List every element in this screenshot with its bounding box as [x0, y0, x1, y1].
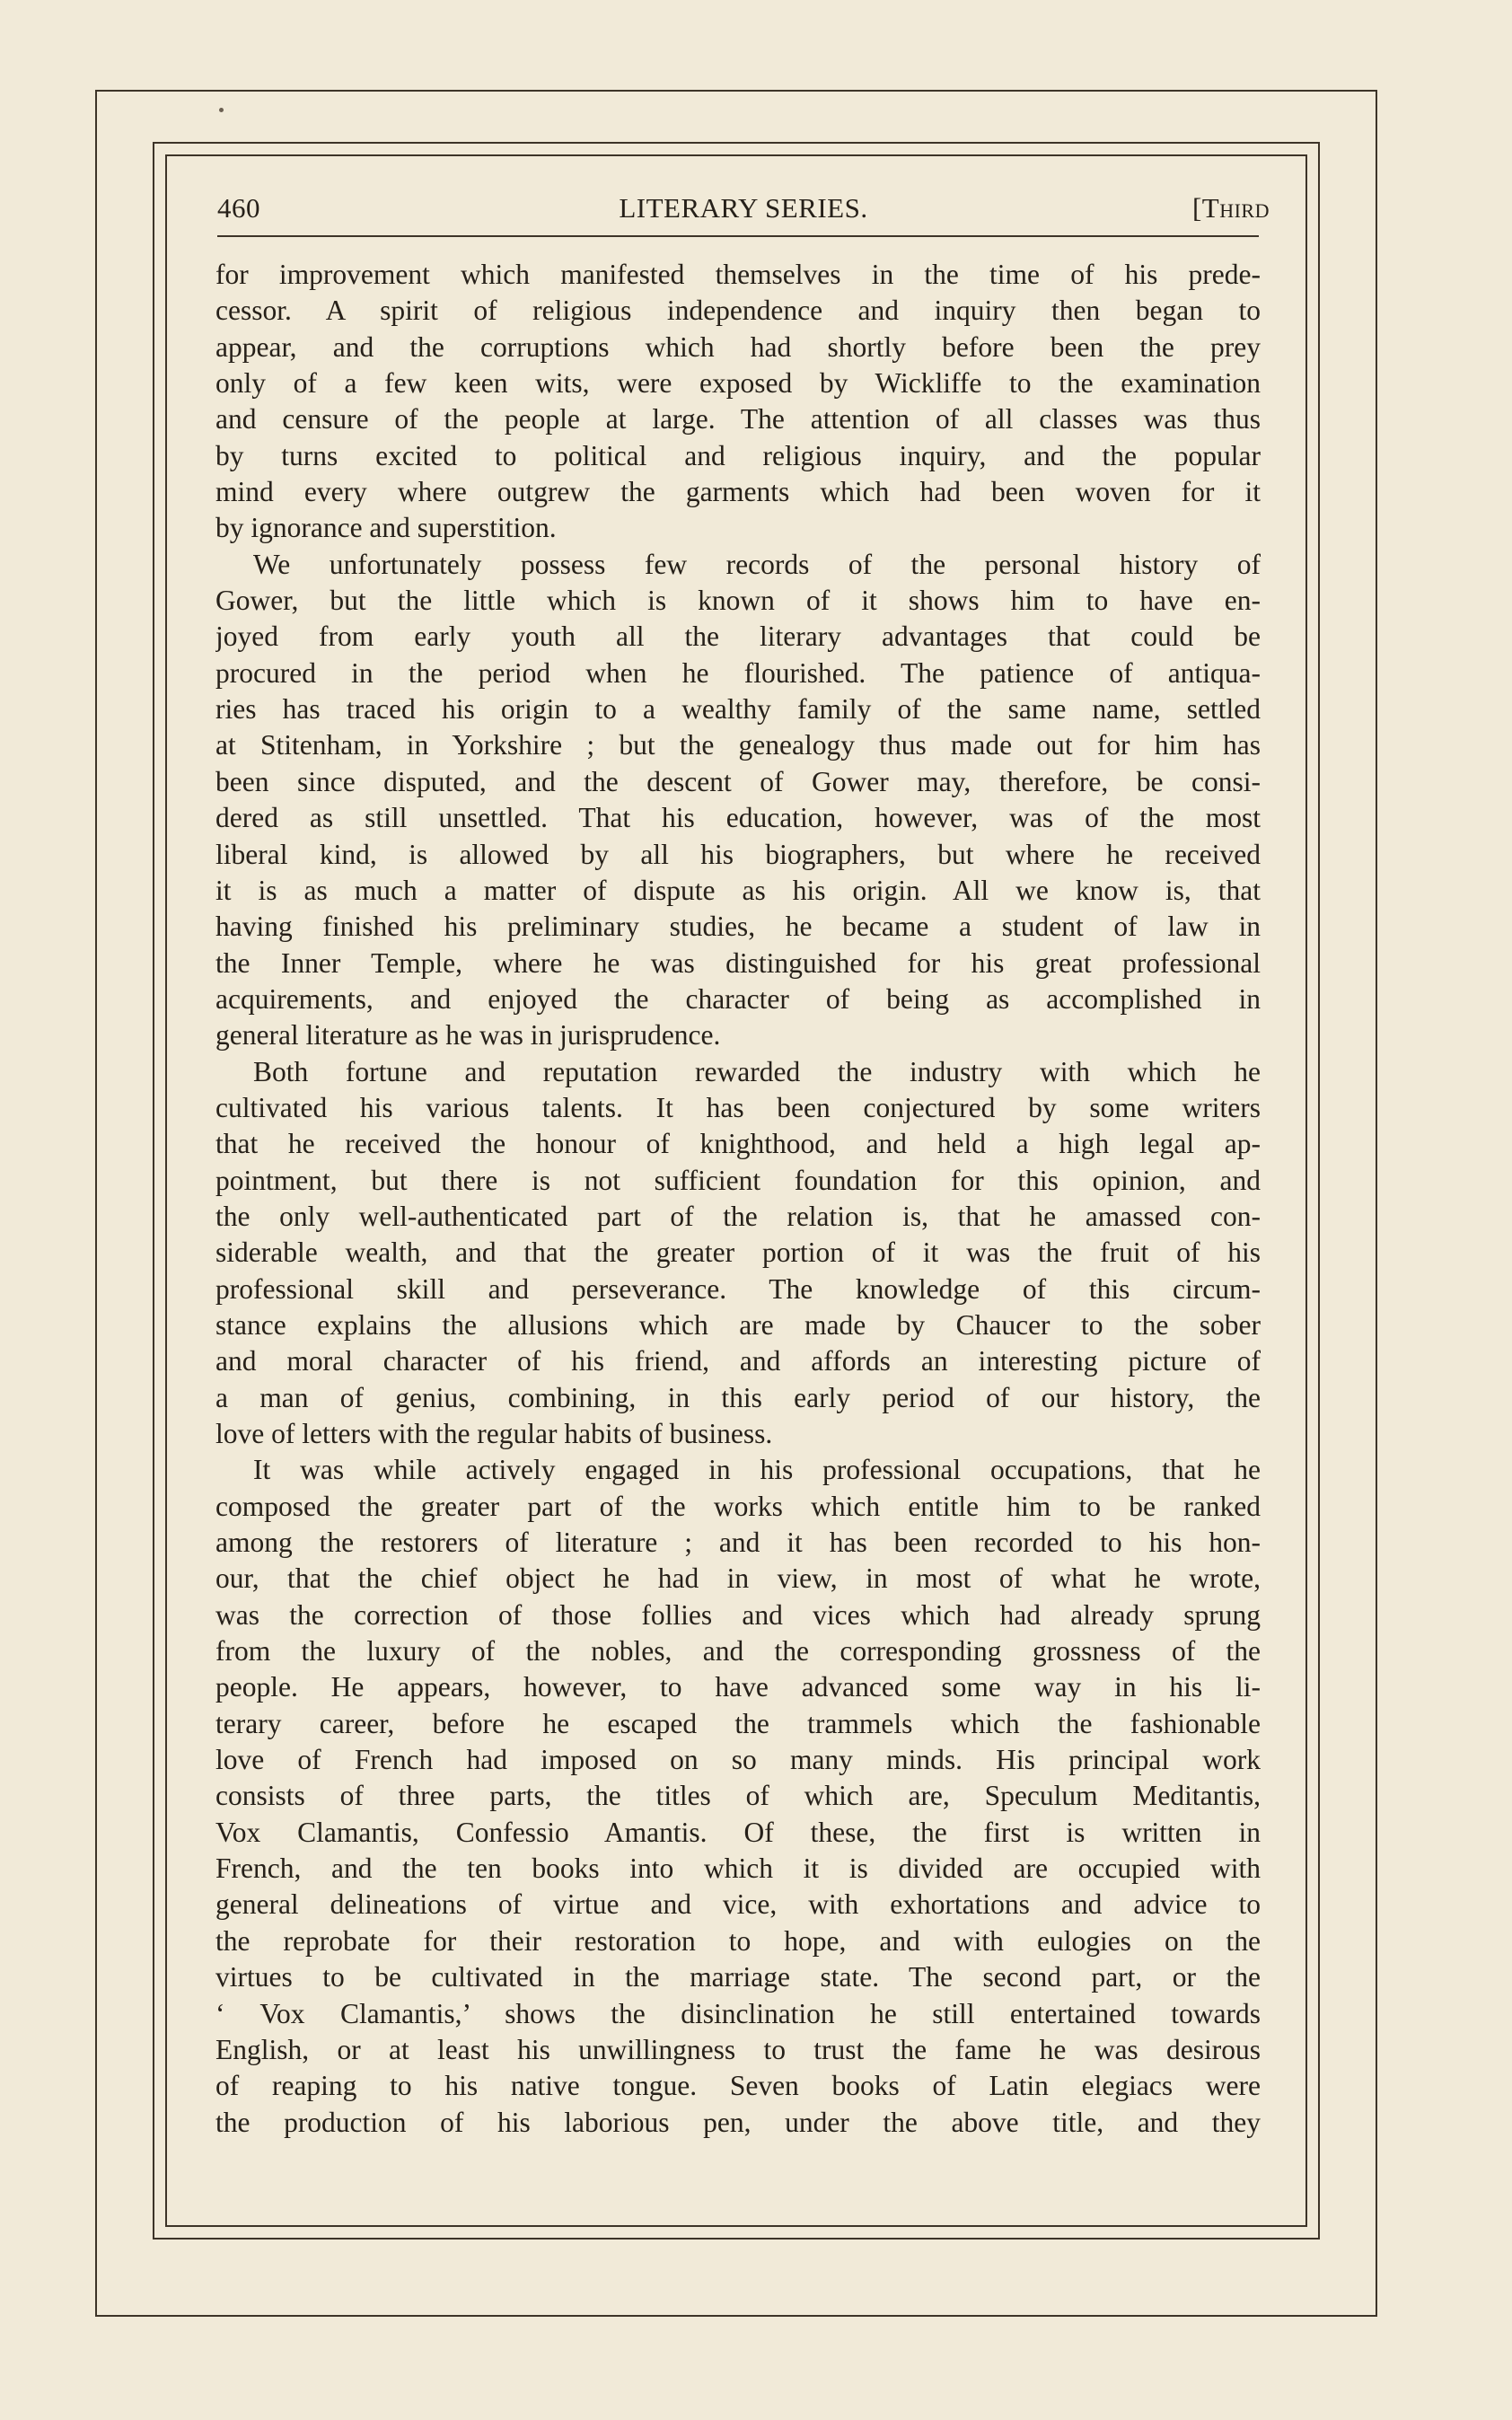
text-line: It was while actively engaged in his professional occupations, that he: [253, 1454, 1261, 1486]
text-line: virtues to be cultivated in the marriage state. The second part, or the: [215, 1961, 1261, 1993]
text-line: procured in the period when he flourished. The patience of antiqua-: [215, 656, 1261, 689]
text-line: terary career, before he escaped the trammels which the fashionable: [215, 1707, 1261, 1739]
paper-speck: [219, 108, 224, 112]
text-line: siderable wealth, and that the greater portion of it was the fruit of his: [215, 1236, 1261, 1269]
text-line: English, or at least his unwillingness to trust the fame he was desirous: [215, 2033, 1261, 2065]
text-line: love of letters with the regular habits of business.: [215, 1418, 773, 1449]
text-line: the reprobate for their restoration to hope, and with eulogies on the: [215, 1924, 1261, 1957]
text-line: liberal kind, is allowed by all his biographers, but where he received: [215, 838, 1261, 870]
text-line: ‘ Vox Clamantis,’ shows the disinclination he still entertained towards: [215, 1997, 1261, 2029]
text-line: a man of genius, combining, in this early period of our history, the: [215, 1381, 1261, 1413]
text-line: the Inner Temple, where he was distinguished for his great professional: [215, 946, 1261, 979]
text-line: having finished his preliminary studies, he became a student of law in: [215, 911, 1261, 943]
text-line: consists of three parts, the titles of which are, Speculum Meditantis,: [215, 1780, 1261, 1812]
text-line: and moral character of his friend, and affords an interesting picture of: [215, 1345, 1261, 1377]
body-text: [215, 257, 1261, 2141]
series-title: LITERARY SERIES.: [619, 192, 868, 224]
text-line: mind every where outgrew the garments which had been woven for it: [215, 476, 1261, 508]
text-line: our, that the chief object he had in view, in most of what he wrote,: [215, 1562, 1261, 1595]
running-head: [217, 189, 1270, 228]
text-line: from the luxury of the nobles, and the corresponding grossness of the: [215, 1635, 1261, 1668]
text-line: stance explains the allusions which are made by Chaucer to the sober: [215, 1308, 1261, 1341]
header-rule: [217, 235, 1259, 237]
text-line: was the correction of those follies and vices which had already sprung: [215, 1598, 1261, 1631]
page-number: 460: [217, 192, 260, 224]
text-line: and censure of the people at large. The attention of all classes was thus: [215, 403, 1261, 436]
text-line: people. He appears, however, to have advanced some way in his li-: [215, 1671, 1261, 1703]
text-line: love of French had imposed on so many minds. His principal work: [215, 1744, 1261, 1776]
text-line: We unfortunately possess few records of the personal history of: [253, 548, 1261, 580]
text-line: among the restorers of literature ; and it has been recorded to his hon-: [215, 1527, 1261, 1559]
text-line: it is as much a matter of dispute as his origin. All we know is, that: [215, 874, 1261, 906]
text-line: appear, and the corruptions which had shortly before been the prey: [215, 330, 1261, 363]
text-line: acquirements, and enjoyed the character of being as accomplished in: [215, 982, 1261, 1015]
text-line: ries has traced his origin to a wealthy family of the same name, settled: [215, 693, 1261, 726]
text-line: by turns excited to political and religious inquiry, and the popular: [215, 439, 1261, 471]
text-line: of reaping to his native tongue. Seven books of Latin elegiacs were: [215, 2070, 1261, 2102]
text-line: composed the greater part of the works which entitle him to be ranked: [215, 1490, 1261, 1522]
text-line: Both fortune and reputation rewarded the industry with which he: [253, 1055, 1261, 1087]
text-line: the only well-authenticated part of the relation is, that he amassed con-: [215, 1200, 1261, 1232]
text-line: the production of his laborious pen, under the above title, and they: [215, 2106, 1261, 2138]
text-line: been since disputed, and the descent of Gower may, therefore, be consi-: [215, 765, 1261, 797]
text-line: that he received the honour of knighthood, and held a high legal ap-: [215, 1128, 1261, 1160]
text-line: general literature as he was in jurisprudence.: [215, 1019, 721, 1052]
section-label: [Third: [1191, 192, 1270, 224]
text-line: joyed from early youth all the literary advantages that could be: [215, 620, 1261, 653]
text-line: only of a few keen wits, were exposed by Wickliffe to the examination: [215, 367, 1261, 400]
text-line: pointment, but there is not sufficient foundation for this opinion, and: [215, 1164, 1261, 1196]
text-line: cessor. A spirit of religious independence and inquiry then began to: [215, 295, 1261, 327]
text-line: general delineations of virtue and vice, with exhortations and advice to: [215, 1888, 1261, 1921]
text-line: at Stitenham, in Yorkshire ; but the genealogy thus made out for him has: [215, 729, 1261, 761]
text-line: French, and the ten books into which it is divided are occupied with: [215, 1852, 1261, 1885]
text-line: Gower, but the little which is known of it shows him to have en-: [215, 585, 1261, 617]
text-line: by ignorance and superstition.: [215, 512, 557, 544]
text-line: professional skill and perseverance. The knowledge of this circum-: [215, 1272, 1261, 1305]
text-line: dered as still unsettled. That his education, however, was of the most: [215, 802, 1261, 834]
text-line: Vox Clamantis, Confessio Amantis. Of these, the first is written in: [215, 1816, 1261, 1848]
text-line: for improvement which manifested themselves in the time of his prede-: [215, 259, 1261, 290]
text-line: cultivated his various talents. It has been conjectured by some writers: [215, 1091, 1261, 1123]
